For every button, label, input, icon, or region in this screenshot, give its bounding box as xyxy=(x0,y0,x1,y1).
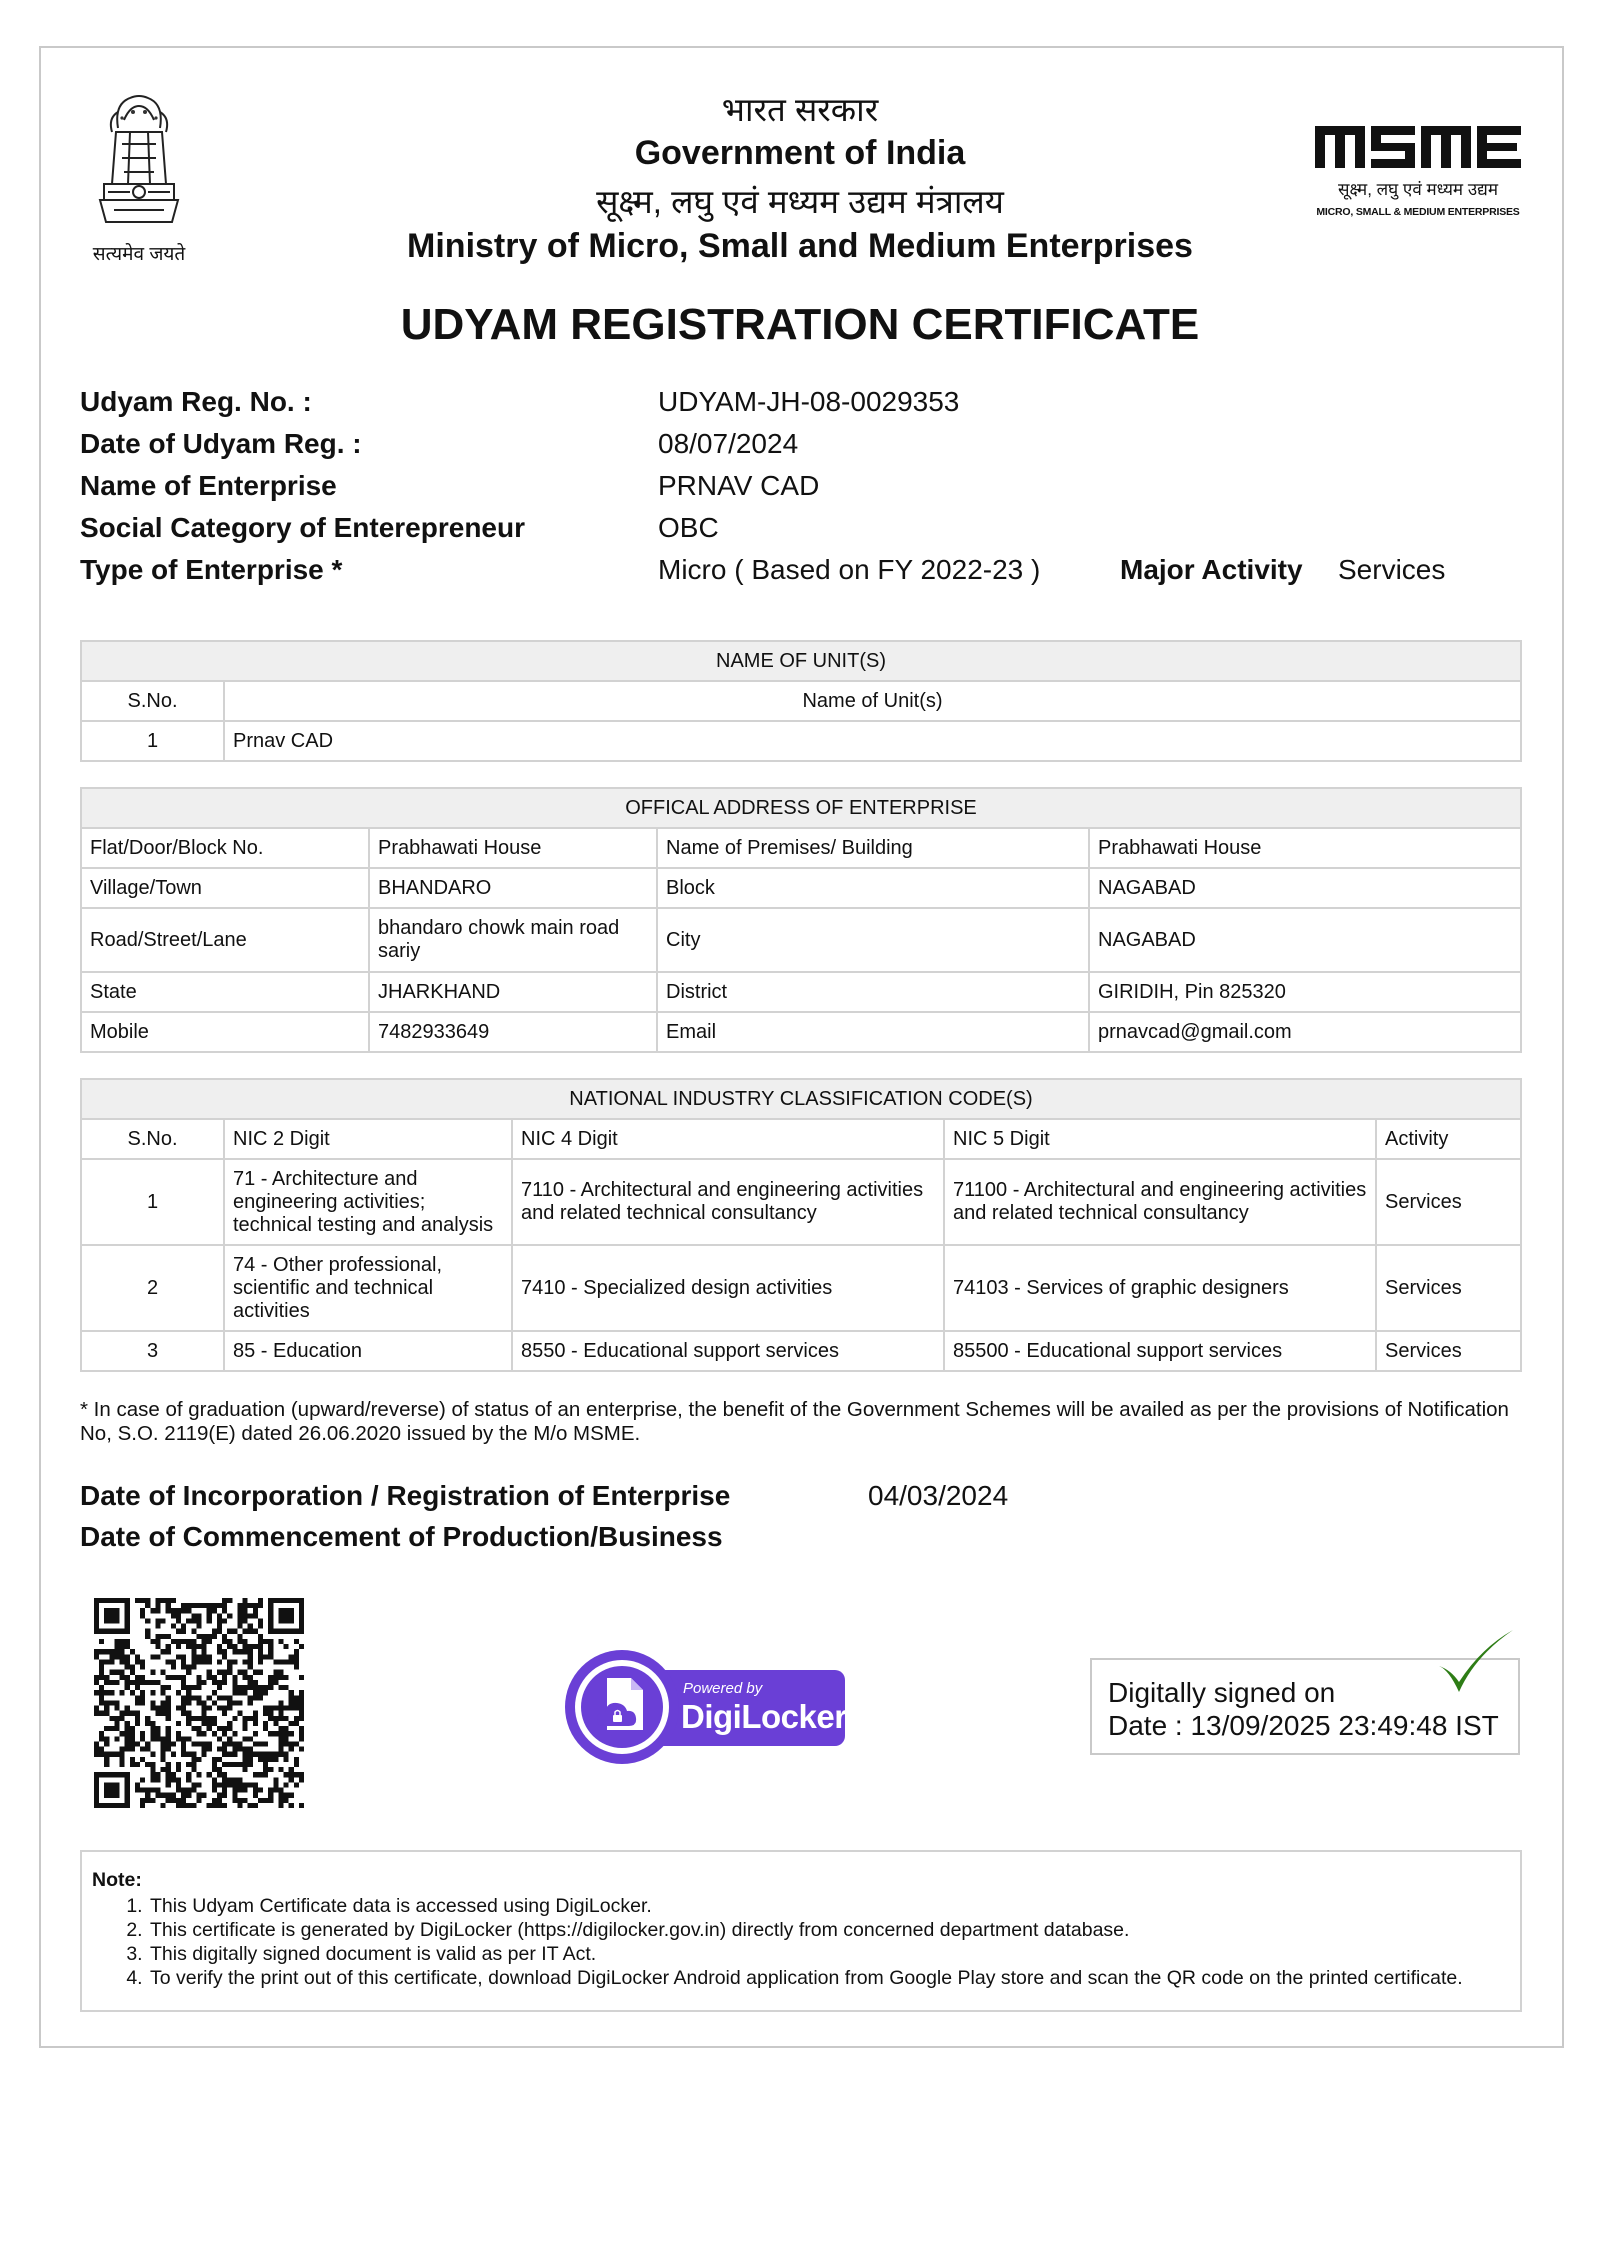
table-row xyxy=(81,721,1521,761)
national-emblem xyxy=(78,88,200,266)
msme-english-text: MICRO, SMALL & MEDIUM ENTERPRISES xyxy=(1316,206,1520,218)
info-row-reg-date xyxy=(80,423,1520,465)
signature-line1: Digitally signed on xyxy=(1108,1677,1336,1708)
nic-header-5digit: NIC 5 Digit xyxy=(944,1119,1376,1159)
address-label-email: Email xyxy=(657,1012,1089,1052)
msme-hindi-text: सूक्ष्म, लघु एवं मध्यम उद्यम xyxy=(1337,180,1499,199)
address-value-road: bhandaro chowk main road sariy xyxy=(369,908,657,972)
address-value-premises: Prabhawati House xyxy=(1089,828,1521,868)
table-row xyxy=(81,1331,1521,1371)
units-table xyxy=(80,640,1522,762)
major-activity-value: Services xyxy=(1338,554,1446,585)
nic-activity: Services xyxy=(1376,1159,1521,1245)
address-label-state: State xyxy=(81,972,369,1012)
address-label-road: Road/Street/Lane xyxy=(81,908,369,972)
note-title: Note: xyxy=(92,1869,142,1891)
certificate-title: UDYAM REGISTRATION CERTIFICATE xyxy=(400,300,1200,349)
units-header-name: Name of Unit(s) xyxy=(224,681,1521,721)
major-activity-label: Major Activity xyxy=(1120,554,1303,585)
enterprise-type-label: Type of Enterprise * xyxy=(80,554,343,585)
check-mark-icon xyxy=(1435,1626,1515,1698)
address-value-district: GIRIDIH, Pin 825320 xyxy=(1089,972,1521,1012)
nic-5digit: 71100 - Architectural and engineering activities and related technical consultancy xyxy=(944,1159,1376,1245)
address-value-city: NAGABAD xyxy=(1089,908,1521,972)
digilocker-powered-by: Powered by xyxy=(683,1680,763,1697)
list-item: 3. This digitally signed document is valid as per IT Act. xyxy=(148,1942,1510,1966)
ashoka-emblem-icon xyxy=(78,88,200,238)
nic-sno: 2 xyxy=(81,1245,224,1331)
digilocker-name: DigiLocker xyxy=(681,1698,847,1735)
units-table-caption: NAME OF UNIT(S) xyxy=(81,641,1521,681)
list-item: 4. To verify the print out of this certificate, download DigiLocker Android application from Google Play store and scan the QR code on the printed certificate. xyxy=(148,1966,1510,1990)
list-item: 1. This Udyam Certificate data is accessed using DigiLocker. xyxy=(148,1894,1510,1918)
address-value-email: prnavcad@gmail.com xyxy=(1089,1012,1521,1052)
nic-activity: Services xyxy=(1376,1245,1521,1331)
nic-table-caption: NATIONAL INDUSTRY CLASSIFICATION CODE(S) xyxy=(81,1079,1521,1119)
nic-header-4digit: NIC 4 Digit xyxy=(512,1119,944,1159)
nic-sno: 1 xyxy=(81,1159,224,1245)
unit-sno: 1 xyxy=(81,721,224,761)
header-ministry-name: Ministry of Micro, Small and Medium Enterprises xyxy=(407,227,1193,265)
address-value-flat: Prabhawati House xyxy=(369,828,657,868)
msme-logo xyxy=(1315,124,1521,218)
commencement-date-row xyxy=(80,1517,723,1557)
nic-2digit: 71 - Architecture and engineering activities; technical testing and analysis xyxy=(224,1159,512,1245)
address-value-mobile: 7482933649 xyxy=(369,1012,657,1052)
nic-5digit: 74103 - Services of graphic designers xyxy=(944,1245,1376,1331)
address-label-flat: Flat/Door/Block No. xyxy=(81,828,369,868)
info-row-reg-no xyxy=(80,381,1520,423)
info-row-social-category xyxy=(80,507,1520,549)
address-table xyxy=(80,787,1522,1053)
social-category-value: OBC xyxy=(658,512,719,543)
nic-5digit: 85500 - Educational support services xyxy=(944,1331,1376,1371)
enterprise-name-label: Name of Enterprise xyxy=(80,470,337,501)
info-row-enterprise-name xyxy=(80,465,1520,507)
unit-name: Prnav CAD xyxy=(224,721,1521,761)
nic-4digit: 7110 - Architectural and engineering activities and related technical consultancy xyxy=(512,1159,944,1245)
incorporation-date-row xyxy=(80,1476,730,1516)
table-row xyxy=(81,1245,1521,1331)
address-label-mobile: Mobile xyxy=(81,1012,369,1052)
table-row xyxy=(81,828,1521,868)
address-label-premises: Name of Premises/ Building xyxy=(657,828,1089,868)
units-table-header-row xyxy=(81,681,1521,721)
nic-table-header-row xyxy=(81,1119,1521,1159)
enterprise-name-value: PRNAV CAD xyxy=(658,470,820,501)
nic-table xyxy=(80,1078,1522,1372)
social-category-label: Social Category of Enterepreneur xyxy=(80,512,526,543)
verification-qr-code xyxy=(94,1598,304,1808)
address-table-caption: OFFICAL ADDRESS OF ENTERPRISE xyxy=(81,788,1521,828)
nic-4digit: 7410 - Specialized design activities xyxy=(512,1245,944,1331)
nic-2digit: 85 - Education xyxy=(224,1331,512,1371)
nic-header-sno: S.No. xyxy=(81,1119,224,1159)
nic-activity: Services xyxy=(1376,1331,1521,1371)
reg-no-label: Udyam Reg. No. : xyxy=(80,386,312,417)
digilocker-badge xyxy=(563,1648,848,1766)
enterprise-type-value: Micro ( Based on FY 2022-23 ) xyxy=(658,554,1041,585)
note-box xyxy=(80,1850,1522,2012)
address-value-state: JHARKHAND xyxy=(369,972,657,1012)
note-list xyxy=(92,1894,1510,1990)
address-label-block: Block xyxy=(657,868,1089,908)
header-government-of-india: Government of India xyxy=(634,134,966,172)
msme-logo-icon xyxy=(1315,124,1521,170)
table-row xyxy=(81,1159,1521,1245)
address-label-city: City xyxy=(657,908,1089,972)
incorporation-value: 04/03/2024 xyxy=(868,1480,1009,1511)
qr-code-icon xyxy=(94,1598,304,1808)
nic-4digit: 8550 - Educational support services xyxy=(512,1331,944,1371)
table-row xyxy=(81,868,1521,908)
nic-header-2digit: NIC 2 Digit xyxy=(224,1119,512,1159)
signature-date: Date : 13/09/2025 23:49:48 IST xyxy=(1108,1710,1499,1741)
table-row xyxy=(81,1012,1521,1052)
address-value-village: BHANDARO xyxy=(369,868,657,908)
reg-date-value: 08/07/2024 xyxy=(658,428,799,459)
reg-date-label: Date of Udyam Reg. : xyxy=(80,428,362,459)
info-row-enterprise-type xyxy=(80,549,1520,591)
nic-sno: 3 xyxy=(81,1331,224,1371)
address-label-district: District xyxy=(657,972,1089,1012)
header-hindi-government: भारत सरकार xyxy=(721,91,879,128)
commencement-label: Date of Commencement of Production/Business xyxy=(80,1521,723,1552)
address-label-village: Village/Town xyxy=(81,868,369,908)
address-value-block: NAGABAD xyxy=(1089,868,1521,908)
nic-header-activity: Activity xyxy=(1376,1119,1521,1159)
emblem-motto: सत्यमेव जयते xyxy=(92,244,186,265)
graduation-notice: * In case of graduation (upward/reverse) of status of an enterprise, the benefit of the Government Schemes will be availed as per the provisions of Notification No, S.O. 2119(E) dated 26.06.2020 issued by the M/o MSME. xyxy=(80,1398,1509,1445)
units-header-sno: S.No. xyxy=(81,681,224,721)
reg-no-value: UDYAM-JH-08-0029353 xyxy=(658,386,960,417)
incorporation-label: Date of Incorporation / Registration of Enterprise xyxy=(80,1480,731,1511)
table-row xyxy=(81,908,1521,972)
nic-2digit: 74 - Other professional, scientific and technical activities xyxy=(224,1245,512,1331)
header-hindi-ministry: सूक्ष्म, लघु एवं मध्यम उद्यम मंत्रालय xyxy=(596,183,1004,220)
table-row xyxy=(81,972,1521,1012)
list-item: 2. This certificate is generated by DigiLocker (https://digilocker.gov.in) directly from concerned department database. xyxy=(148,1918,1510,1942)
